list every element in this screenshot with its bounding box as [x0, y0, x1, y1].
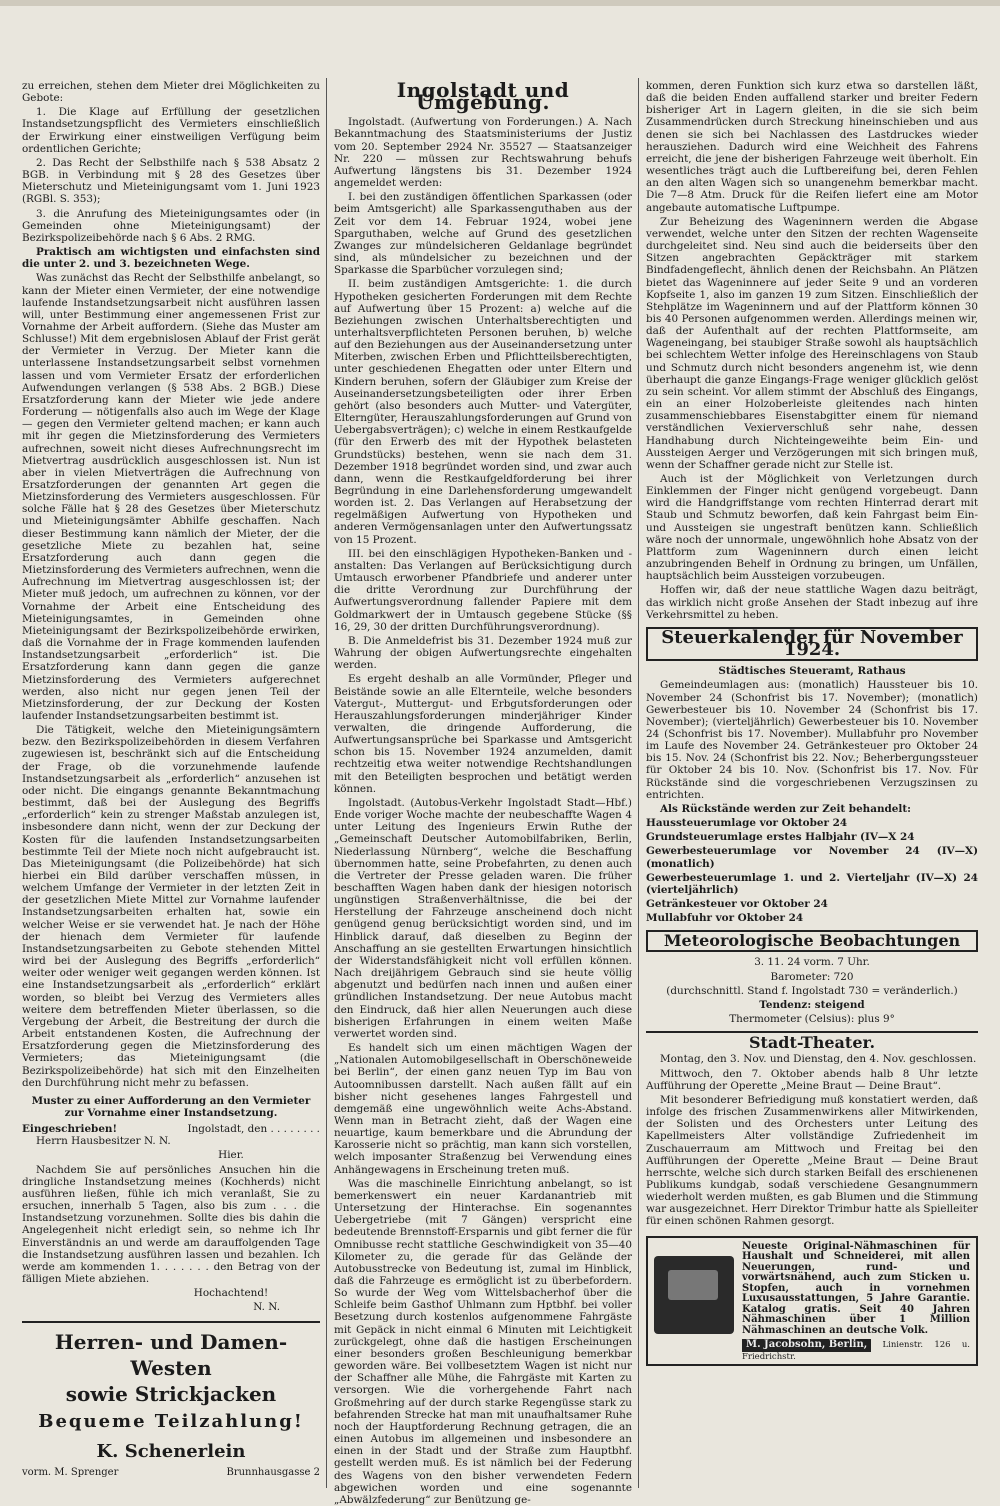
list-item: 2. Das Recht der Selbsthilfe nach § 538 Absatz 2 BGB. in Verbindung mit § 28 des Gesetzes über Mieterschutz und Mieteinigungsamt vom 1. Juni 1923 (RGBl. S. 353); — [22, 156, 320, 206]
ad-line: Herren- und Damen-Westen — [54, 1330, 288, 1381]
paragraph: Was zunächst das Recht der Selbsthilfe anbelangt, so kann der Mieter einen Vermieter, der eine notwendige laufende Instandsetzungsarbeit nicht ausführen lassen will, unter Bestimmung einer angemessenen Frist zur Vornahme der Arbeit auffordern. (Siehe das Muster am Schlusse!) Mit dem ergebnislosen Ablauf der Frist gerät der Vermieter in Verzug. Der Mieter kann die unterlassene Instandsetzungsarbeit selbst vornehmen lassen und vom Vermieter Ersatz der erforderlichen Aufwendungen verlangen (§ 538 Abs. 2 BGB.) Diese Ersatzforderung kann der Mieter wie jede andere Forderung — nötigenfalls also auch im Wege der Klage — gegen den Vermieter geltend machen; er kann auch mit ihr gegen die Mietzinsforderung des Vermieters aufrechnen, soweit nicht dieses Aufrechnungsrecht im Mietvertrag ausdrücklich ausgeschlossen ist. Nun ist aber in vielen Mietverträgen die Aufrechnung von Ersatzforderungen der genannten Art gegen die Mietzinsforderung des Vermieters ausgeschlossen. Für solche Fälle hat § 28 des Gesetzes über Mieterschutz und Mieteinigungsämter Abhilfe geschaffen. Nach dieser Bestimmung kann nämlich der Mieter, der die gesetzliche Miete zu bezahlen hat, seine Ersatzforderung auch dann gegen die Mietzinsforderung des Vermieters aufrechnen, wenn die Aufrechnung im Mietvertrag ausgeschlossen ist; der Mieter muß jedoch, um aufrechnen zu können, vor der Vornahme der Arbeit eine Entscheidung des Mieteinigungsamtes, in Gemeinden ohne Mieteinigungsamt der Bezirkspolizeibehörde erwirken, daß die Vornahme der in Frage kommenden laufenden Instandsetzungsarbeit „erforderlich“ ist. Die Ersatzforderung kann dann gegen die ganze Mietzinsforderung des Vermieters aufgerechnet werden, also nicht nur gegen jenen Teil der Mietzinsforderung, der zur Deckung der Kosten laufender Instandsetzungsarbeiten bestimmt ist. — [22, 272, 320, 722]
letter-body: Nachdem Sie auf persönliches Ansuchen hin die dringliche Instandsetzung meines (Kochherds) nicht ausführen ließen, fühle ich mich veranlaßt, Sie zu ersuchen, innerhalb 5 Tagen, also bis zum . . . die Instandsetzung vorzunehmen. Sollte dies bis dahin die Angelegenheit nicht erledigt sein, so nehme ich Ihr Einverständnis an und werde am darauffolgenden Tage die Instandsetzung ausführen lassen und bezahlen. Ich werde am kommenden 1. . . . . . . den Betrag von der fälligen Miete abziehen. — [22, 1163, 320, 1285]
arrears-heading: Als Rückstände werden zur Zeit behandelt: — [660, 802, 911, 815]
tax-calendar-text: Gemeindeumlagen aus: (monatlich) Haussteuer bis 10. November 24 (Schonfrist bis 17. November); (monatlich) Gewerbesteuer bis 10. November 24 (Schonfrist bis 17. November); (vierteljährlich) Gewerbesteuer bis 10. November 24 (Schonfrist bis 17. November). Mullabfuhr pro November im Laufe des November 24. Getränkesteuer pro Oktober 24 bis 15. Nov. 24 (Schonfrist bis 22. Nov.; Beherbergungssteuer für Oktober 24 bis 10. Nov. (Schonfrist bis 17. Nov. Für Rückstände sind die vorgeschriebenen Verzugszinsen zu entrichten. — [646, 679, 978, 801]
arrears-item: Mullabfuhr vor Oktober 24 — [646, 912, 804, 925]
sewing-machine-advertisement — [646, 1236, 978, 1366]
paragraph: III. bei den einschlägigen Hypotheken-Banken und -anstalten: Das Verlangen auf Berücksichtigung durch Umtausch erworbener Pfandbriefe und anderer unter die dritte Verordnung zur Durchführung der Aufwertungsverordnung fallender Papiere mit dem Goldmarkwert der in Umtausch gegebene Stücke (§§ 16, 29, 30 der dritten Durchführungsverordnung). — [334, 547, 632, 633]
ad-firm-name: K. Schenerlein — [96, 1441, 246, 1463]
clothing-advertisement — [22, 1321, 320, 1479]
arrears-item: Grundsteuerumlage erstes Halbjahr (IV—X 24 — [646, 831, 915, 844]
paragraph: Mittwoch, den 7. Oktober abends halb 8 Uhr letzte Aufführung der Operette „Meine Braut — Deine Braut“. — [646, 1067, 978, 1092]
paragraph: Die Tätigkeit, welche den Mieteinigungsämtern bezw. den Bezirkspolizeibehörden in diesem Verfahren zugewiesen ist, beschränkt sich auf die Entscheidung der Frage, ob die vorzunehmende laufende Instandsetzungsarbeit als „erforderlich“ anzusehen ist oder nicht. Die eingangs genannte Bekanntmachung bestimmt, daß bei der Auslegung des Begriffs „erforderlich“ kein zu strenger Maßstab anzulegen ist, insbesondere dann nicht, wenn der zur Deckung der Kosten für die laufenden Instandsetzungsarbeiten bestimmte Teil der Miete noch nicht aufgebraucht ist. Das Mieteinigungsamt (die Polizeibehörde) hat sich hierbei ein Bild darüber verschaffen müssen, in welchem Umfange der Vermieter in der letzten Zeit in der gesetzlichen Miete Mittel zur Vornahme laufender Instandsetzungsarbeiten erhalten hat, sowie ein welcher Weise er sie verwendet hat. Je nach der Höhe der hienach dem Vermieter für laufende Instandsetzungsarbeiten zu Gebote stehenden Mittel wird bei der Auslegung des Begriffs „erforderlich“ weiter oder weniger weit gegangen werden können. Ist eine Instandsetzungsarbeit als „erforderlich“ erklärt worden, so bleibt bei Verzug des Vermieters alles weitere dem betreffenden Mieter überlassen, so die Vergebung der Arbeit, die Bestreitung der durch die Arbeit entstandenen Kosten, die Aufrechnung der Ersatzforderung gegen die Mietzinsforderung des Vermieters; das Mieteinigungsamt (die Bezirkspolizeibehörde) hat sich mit den Einzelheiten den Durchführung nicht mehr zu befassen. — [22, 724, 320, 1089]
ad-footer — [22, 1467, 320, 1479]
paragraph: I. bei den zuständigen öffentlichen Sparkassen (oder beim Amtsgericht) alle Sparkassenguthaben aus der Zeit vor dem 14. Februar 1924, wobei jene Sparguthaben, welche auf Grund des gesetzlichen Zwanges zur mündelsicheren Geldanlage begründet sind, als mündelsicher zu bezeichnen und der Sparkasse die Sparbücher vorzulegen sind; — [334, 191, 632, 277]
paragraph: Hoffen wir, daß der neue stattliche Wagen dazu beiträgt, das wirklich nicht große Ansehen der Stadt inbezug auf ihre Verkehrsmittel zu heben. — [646, 584, 978, 621]
column-1 — [22, 80, 320, 1490]
ad-body: Neueste Original-Nähmaschinen für Haushalt und Schneiderei, mit allen Neuerungen, rund- und vorwärtsnähend, auch zum Sticken u. Stopfen, auch in vornehmen Luxusausstattungen, 5 Jahre Garantie. Katalog gratis. Seit 40 Jahren Nähmaschinen über 1 Million Nähmaschinen an deutsche Volk. — [742, 1240, 970, 1336]
column-3 — [646, 80, 978, 1490]
paragraph: II. beim zuständigen Amtsgerichte: 1. die durch Hypotheken gesicherten Forderungen mit dem Rechte auf Aufwertung über 15 Prozent: a) welche auf die Beziehungen zwischen Unterhaltsberechtigten und unterhaltsverpflichteten Personen beruhen, b) welche auf den Beziehungen aus der Auseinandersetzung unter Miterben, zwischen Erben und Pflichtteilsberechtigten, unter geschiedenen Ehegatten oder unter Eltern und Kindern beruhen, sofern der Gläubiger zum Kreise der Auseinandersetzungsbeteiligten oder ihrer Erben gehört (also besonders auch Mutter- und Vatergüter, Elterngüter, Herauszahlungsforderungen auf Grund von Uebergabsverträgen); c) welche in einem Restkaufgelde (für den Erwerb des mit der Hypothek belasteten Grundstücks) bestehen, wenn sie nach dem 31. Dezember 1918 begründet worden sind, und zwar auch dann, wenn die Restkaufgeldforderung bei ihrer Begründung in eine Darlehensforderung umgewandelt worden ist. 2. Das Verlangen auf Herabsetzung der regelmäßigen Aufwertung von Hypotheken und anderen Vermögensanlagen unter den Aufwertungssatz von 15 Prozent. — [334, 278, 632, 546]
paragraph: kommen, deren Funktion sich kurz etwa so darstellen läßt, daß die beiden Enden auffallend starker und breiter Federn bisheriger Art in Lagern gleiten, in die sie sich beim Zusammendrücken durch Streckung hineinschieben und aus denen sie sich bei Nachlassen des Lastdruckes wieder herausziehen. Dadurch wird eine Weichheit des Fahrens erreicht, die jene der bisherigen Fahrzeuge weit überholt. Ein wesentliches trägt auch die Luftbereifung bei, deren Fehlen an den alten Wagen sich so unangenehm bemerkbar macht. Die 7—8 Atm. Druck für die Reifen liefert eine am Motor angebaute automatische Luftpumpe. — [646, 80, 978, 214]
arrears-item: Gewerbesteuerumlage vor November 24 (IV—X) (monatlich) — [646, 845, 978, 870]
paragraph: Es ergeht deshalb an alle Vormünder, Pfleger und Beistände sowie an alle Elternteile, welche besonders Vatergut-, Muttergut- und Erbgutsforderungen oder Herauszahlungsforderungen minderjähriger Kinder verwalten, die dringende Aufforderung, die Aufwertungsansprüche bei Sparkasse und Amtsgericht schon bis 15. November 1924 anzumelden, damit rechtzeitig etwa weiter notwendige Rechtshandlungen mit den Beteiligten besprochen und betätigt werden können. — [334, 673, 632, 795]
paragraph: Mit besonderer Befriedigung muß konstatiert werden, daß infolge des frischen Zusammenwirkens aller Mitwirkenden, der Solisten und des Orchesters unter Leitung des Kapellmeisters Alter vollständige Zufriedenheit im Zuschauerraum am Mittwoch und Freitag bei den Aufführungen der Operette „Meine Braut — Deine Braut herrschte, welche sich durch starken Beifall des erschienenen Publikums kundgab, sodaß verschiedene Gesangnummern wiederholt werden mußten, es gab Blumen und die Stimmung war ausgezeichnet. Herr Direktor Trimbur hatte als Spielleiter für einen schönen Rahmen gesorgt. — [646, 1093, 978, 1228]
arrears-item: Getränkesteuer vor Oktober 24 — [646, 898, 828, 910]
tax-office: Städtisches Steueramt, Rathaus — [718, 665, 906, 678]
ad-firm-name: M. Jacobsohn, Berlin, — [742, 1339, 871, 1352]
paragraph: B. Die Anmeldefrist bis 31. Dezember 1924 muß zur Wahrung der obigen Aufwertungsrechte eingehalten werden. — [334, 634, 632, 672]
ad-text — [742, 1242, 970, 1363]
theater-heading: Stadt-Theater. — [646, 1031, 978, 1049]
paragraph: Auch ist der Möglichkeit von Verletzungen durch Einklemmen der Finger nicht genügend vorgebeugt. Dann wird die Handgriffstange vom rechten Hinterrad derart mit Staub und Schmutz beworfen, daß kein Fahrgast beim Ein- und Aussteigen sie ungestraft benützen kann. Schließlich wäre noch der unnormale, ungewöhnlich hohe Absatz von der Plattform zum Wageninnern durch einen leicht anzubringenden Behelf in Ordnung zu bringen, um Unfällen, hauptsächlich beim Aussteigen vorzubeugen. — [646, 473, 978, 583]
letter-hier: Hier. — [218, 1149, 244, 1162]
tax-calendar-heading: Steuerkalender für November 1924. — [646, 627, 978, 661]
paragraph: zu erreichen, stehen dem Mieter drei Möglichkeiten zu Gebote: — [22, 80, 320, 105]
arrears-item: Gewerbesteuerumlage 1. und 2. Vierteljahr (IV—X) 24 (vierteljährlich) — [646, 871, 978, 896]
weather-thermometer: Thermometer (Celsius): plus 9° — [729, 1013, 895, 1026]
list-item: 3. die Anrufung des Mieteinigungsamtes oder (in Gemeinden ohne Mieteinigungsamt) der Bezirkspolizeibehörde nach § 6 Abs. 2 RMG. — [22, 207, 320, 244]
registered-label: Eingeschrieben! — [22, 1123, 118, 1136]
weather-tendency: Tendenz: steigend — [759, 998, 865, 1011]
paragraph: Ingolstadt. (Aufwertung von Forderungen.) A. Nach Bekanntmachung des Staatsministeriums der Justiz vom 20. September 2924 Nr. 35527 — Staatsanzeiger Nr. 220 — müssen zur Rechtswahrung behufs Aufwertung längstens bis 31. Dezember 1924 angemeldet werden: — [334, 116, 632, 190]
column-rule — [326, 78, 327, 1488]
arrears-item: Haussteuerumlage vor Oktober 24 — [646, 817, 848, 830]
ad-footer-left: vorm. M. Sprenger — [22, 1467, 119, 1479]
list-item: 1. Die Klage auf Erfüllung der gesetzlichen Instandsetzungspflicht des Vermieters einschließlich der Erwirkung einer einstweiligen Verfügung beim ordentlichen Gerichte; — [22, 106, 320, 155]
paragraph: Zur Beheizung des Wageninnern werden die Abgase verwendet, welche unter den Sitzen der rechten Wagenseite durchgeleitet sind. Neu sind auch die beiderseits über den Sitzen angebrachten Gepäckträger mit starkem Bindfadengeflecht, ähnlich denen der Reichsbahn. An Plätzen bietet das Wageninnere auf jeder Seite 9 und an vorderen Kopfseite 1, also im ganzen 19 zum Sitzen. Einschließlich der Stehplätze im Wageninnern und auf der Plattform können 30 bis 40 Personen aufgenommen werden. Allerdings meinen wir, daß der Aufenthalt auf der rechten Plattformseite, am Wageneingang, bei staubiger Straße sowohl als hauptsächlich bei schlechtem Wetter infolge des Hereinschlagens von Staub und Schmutz durch nicht besonders angenehm ist, wie denn überhaupt die ganze Eingangs-Frage weniger glücklich gelöst zu sein scheint. Vor allem stimmt der Abschluß des Eingangs, ein an einer Holzoberleiste gleitendes nach hinten zusammenschiebbares Eisenstabgitter einem für niemand verständlichen Vexierverschluß sehr nahe, dessen Handhabung durch Nichteingeweihte beim Ein- und Aussteigen Aerger und Verzögerungen mit sich bringen muß, wenn der Schaffner gerade nicht zur Stelle ist. — [646, 215, 978, 471]
ad-footer-right: Brunnhausgasse 2 — [226, 1467, 320, 1479]
ad-address: Linienstr. 126 u. Friedrichstr. — [742, 1340, 970, 1362]
paragraph: Was die maschinelle Einrichtung anbelangt, so ist bemerkenswert ein neuer Kardanantrieb mit Untersetzung der Hinterachse. Ein sogenanntes Uebergetriebe (mit 7 Gängen) verspricht eine bedeutende Brennstoff-Ersparnis und gibt ferner die für Omnibusse recht stattliche Geschwindigkeit von 35—40 Kilometer zu, die gerade für das Gelände der Autobusstrecke von Bedeutung ist, zumal im Hinblick, daß die Fahrzeuge es ermöglicht ist zu überbefordern. So wurde der Weg vom Wittelsbacherhof über die Schleife beim Gasthof Uhlmann zum Hptbhf. bei voller Besetzung durch kostenlos aufgenommene Fahrgäste mit Gepäck in nicht einmal 6 Minuten mit Leichtigkeit zurückgelegt, ohne daß die hastigen Erscheinungen einer besonders großen Beschleunigung bemerkbar geworden wäre. Bei vollbesetztem Wagen ist nicht nur der Schaffner alle Mühe, die Fahrgäste mit Karten zu versorgen. Wie die vorhergehende Fahrt nach Großmehring auf der durch starke Regengüsse stark zu befahrenden Strecke hat man mit unaufhaltsamer Ruhe noch der Hauptforderung Rechnung getragen, die an einen Autobus im allgemeinen und insbesondere an einen in der Stadt und der Straße zum Hauptbhf. gestellt werden muß. Es ist nämlich bei der Federung des Wagens von den bisher verwendeten Federn abgewichen worden und eine sogenannte „Abwälzfederung“ zur Benützung ge- — [334, 1177, 632, 1506]
column-rule — [638, 78, 639, 1488]
paragraph: Praktisch am wichtigsten und einfachsten sind die unter 2. und 3. bezeichneten Wege. — [22, 246, 320, 271]
ad-line: Bequeme Teilzahlung! — [38, 1411, 304, 1433]
letter-header — [22, 1123, 320, 1135]
paragraph: Montag, den 3. Nov. und Dienstag, den 4. Nov. geschlossen. — [660, 1053, 977, 1066]
paragraph: Es handelt sich um einen mächtigen Wagen der „Nationalen Automobilgesellschaft in Oberschöneweide bei Berlin“, der einen ganz neuen Typ im Bau von Autoomnibussen darstellt. Nach außen fällt auf ein bisher nicht gesehenes langes Fahrgestell und demgemäß eine ungewöhnlich weite Achs-Abstand. Wenn man in Betracht zieht, daß der Wagen eine neuartige, kaum bemerkbare und die Abrundung der Karosserie nicht so prächtig, man kann sich vorstellen, welch imposanter Straßenzug bei Verwendung eines Anhängewagens in Erscheinung treten muß. — [334, 1042, 632, 1176]
paragraph: Ingolstadt. (Autobus-Verkehr Ingolstadt Stadt—Hbf.) Ende voriger Woche machte der neubeschaffte Wagen 4 unter Leitung des Ingenieurs Erwin Ruthe der „Gemeinschaft Deutscher Automobilfabriken, Berlin, Niederlassung Nürnberg“, welche die Beschaffung übernommen hatte, seine Probefahrten, zu denen auch die Vertreter der Presse geladen waren. Die früher beschafften Wagen haben dank der hiesigen notorisch ungünstigen Straßenverhältnisse, die bei der Herstellung der Fahrzeuge anscheinend doch nicht genügend genug berücksichtigt worden sind, und im Hinblick darauf, daß dieselben zu Beginn der Anschaffung an sie gestellten Erwartungen hinsichtlich der Widerstandsfähigkeit nicht voll erfüllen können. Nach dreijährigem Gebrauch sind sie heute völlig abgenutzt und bedürfen nach innen und außen einer gründlichen Instandsetzung. Der neue Autobus macht den Eindruck, daß hier allen Neuerungen auch diese bisherigen Erfahrungen in einem weiten Maße verwertet worden sind. — [334, 796, 632, 1040]
sewing-machine-icon — [654, 1256, 734, 1334]
letter-greeting: Hochachtend! — [193, 1287, 269, 1300]
weather-heading: Meteorologische Beobachtungen — [646, 930, 978, 952]
ad-line: sowie Strickjacken — [65, 1382, 277, 1407]
weather-barometer: Barometer: 720 — [770, 970, 854, 983]
section-heading: Ingolstadt und Umgebung. — [396, 78, 570, 115]
weather-average: (durchschnittl. Stand f. Ingolstadt 730 = veränderlich.) — [666, 984, 958, 997]
letter-address: Herrn Hausbesitzer N. N. — [36, 1135, 171, 1148]
column-2 — [334, 78, 632, 1506]
page-top-edge — [0, 0, 1000, 6]
letter-signature: N. N. — [253, 1301, 280, 1314]
weather-date: 3. 11. 24 vorm. 7 Uhr. — [754, 956, 870, 969]
letter-place: Ingolstadt, den . . . . . . . . — [187, 1123, 320, 1136]
section-heading: Muster zu einer Aufforderung an den Vermieter zur Vornahme einer Instandsetzung. — [31, 1094, 311, 1119]
